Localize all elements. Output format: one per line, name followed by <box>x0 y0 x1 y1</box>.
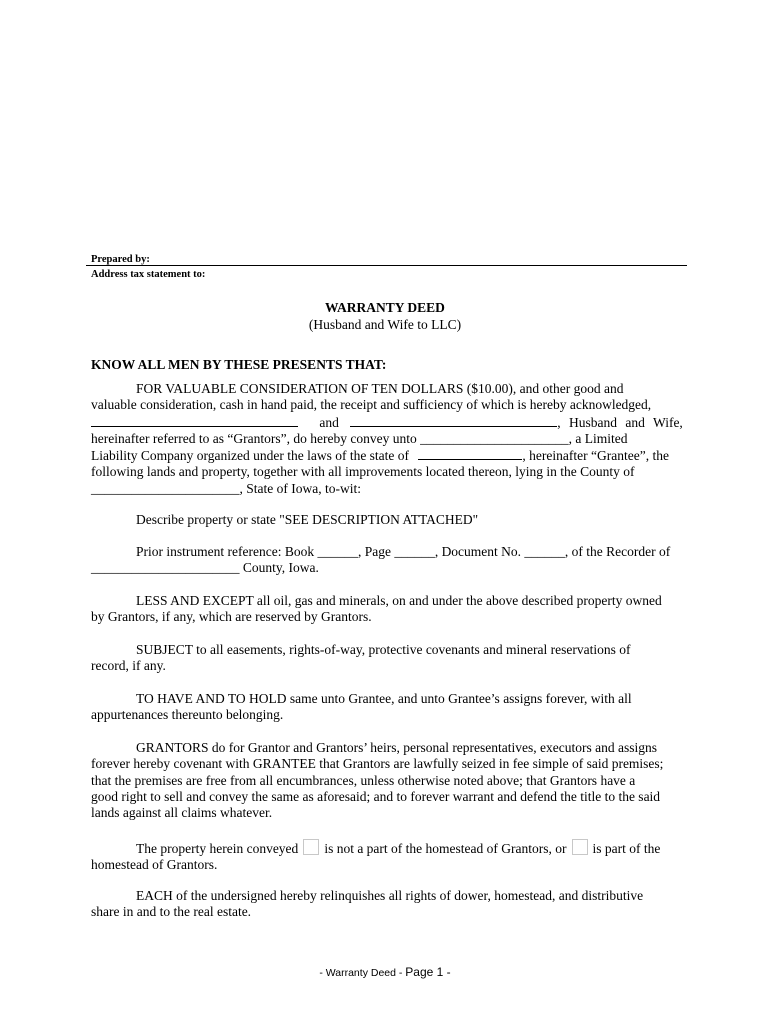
grantor1-blank[interactable] <box>91 414 298 427</box>
each-line1: EACH of the undersigned hereby relinquishes all rights of dower, homestead, and distributive <box>136 888 644 903</box>
not-homestead-checkbox[interactable] <box>303 839 319 855</box>
tohave-line1: TO HAVE AND TO HOLD same unto Grantee, and unto Grantee’s assigns forever, with all <box>136 691 632 706</box>
para1-line7: ______________________, State of Iowa, to-wit: <box>91 480 361 496</box>
is-homestead-checkbox[interactable] <box>572 839 588 855</box>
homestead-line1 <box>91 839 679 857</box>
homestead-text-b: is not a part of the homestead of Grantors, or <box>324 841 567 856</box>
subject-line1: SUBJECT to all easements, rights-of-way, protective covenants and mineral reservations of <box>136 642 631 657</box>
llc-state-text: Liability Company organized under the laws of the state of <box>91 448 410 464</box>
prepared-by-label: Prepared by: <box>91 254 150 265</box>
header-rule <box>86 265 687 266</box>
tohave-line2: appurtenances thereunto belonging. <box>91 707 284 723</box>
state-blank[interactable] <box>418 447 522 460</box>
describe-line: Describe property or state "SEE DESCRIPTION ATTACHED" <box>136 512 479 527</box>
grantors-line2: forever hereby covenant with GRANTEE that Grantors are lawfully seized in fee simple of said premises; <box>91 756 664 772</box>
describe-property-paragraph <box>91 512 679 528</box>
grantor2-blank[interactable] <box>350 414 557 427</box>
grantors-line5: lands against all claims whatever. <box>91 805 273 821</box>
para1-line4: hereinafter referred to as “Grantors”, do hereby convey unto ______________________, a Limited <box>91 430 628 446</box>
grantors-line3: that the premises are free from all encumbrances, unless otherwise noted above; that Grantors have a <box>91 772 636 788</box>
less-except-paragraph <box>91 593 679 626</box>
document-title: WARRANTY DEED <box>325 300 445 315</box>
subject-paragraph <box>91 642 679 675</box>
grantors-line4: good right to sell and convey the same as aforesaid; and to forever warrant and defend the title to the said <box>91 788 661 804</box>
homestead-text-a: The property herein conveyed <box>136 841 299 856</box>
grantors-line1: GRANTORS do for Grantor and Grantors’ heirs, personal representatives, executors and assigns <box>136 740 657 755</box>
less-line2: by Grantors, if any, which are reserved by Grantors. <box>91 609 372 625</box>
each-line2: share in and to the real estate. <box>91 904 252 920</box>
grantee-text: , hereinafter “Grantee”, the <box>522 448 669 464</box>
page-footer <box>0 965 770 979</box>
prior-line1: Prior instrument reference: Book ______, Page ______, Document No. ______, of the Recorder of <box>136 544 671 559</box>
para1-line1: FOR VALUABLE CONSIDERATION OF TEN DOLLARS ($10.00), and other good and <box>136 381 624 396</box>
prior-instrument-paragraph <box>91 544 679 577</box>
less-line1: LESS AND EXCEPT all oil, gas and minerals, on and under the above described property owned <box>136 593 662 608</box>
prior-line2: ______________________ County, Iowa. <box>91 560 319 576</box>
homestead-text-c: is part of the <box>592 841 661 856</box>
consideration-paragraph <box>91 381 683 497</box>
grantors-covenant-paragraph <box>91 740 679 821</box>
relinquish-paragraph <box>91 888 679 921</box>
husband-wife-text: , Husband and Wife, <box>557 414 683 430</box>
document-subtitle: (Husband and Wife to LLC) <box>308 317 462 332</box>
para1-line3 <box>91 414 683 431</box>
homestead-paragraph <box>91 839 679 874</box>
para1-line2: valuable consideration, cash in hand paid, the receipt and sufficiency of which is hereby acknowledged, <box>91 397 652 413</box>
know-all-men-heading: KNOW ALL MEN BY THESE PRESENTS THAT: <box>91 357 387 372</box>
footer-label: - Warranty Deed - <box>319 967 406 979</box>
para1-line6: following lands and property, together with all improvements located thereon, lying in the County of <box>91 464 635 480</box>
address-tax-label: Address tax statement to: <box>91 269 206 280</box>
and-text: and <box>319 414 339 430</box>
homestead-line2: homestead of Grantors. <box>91 857 218 873</box>
para1-line5 <box>91 447 679 464</box>
page-number: Page 1 - <box>405 965 451 979</box>
to-have-paragraph <box>91 691 679 724</box>
subject-line2: record, if any. <box>91 658 166 674</box>
